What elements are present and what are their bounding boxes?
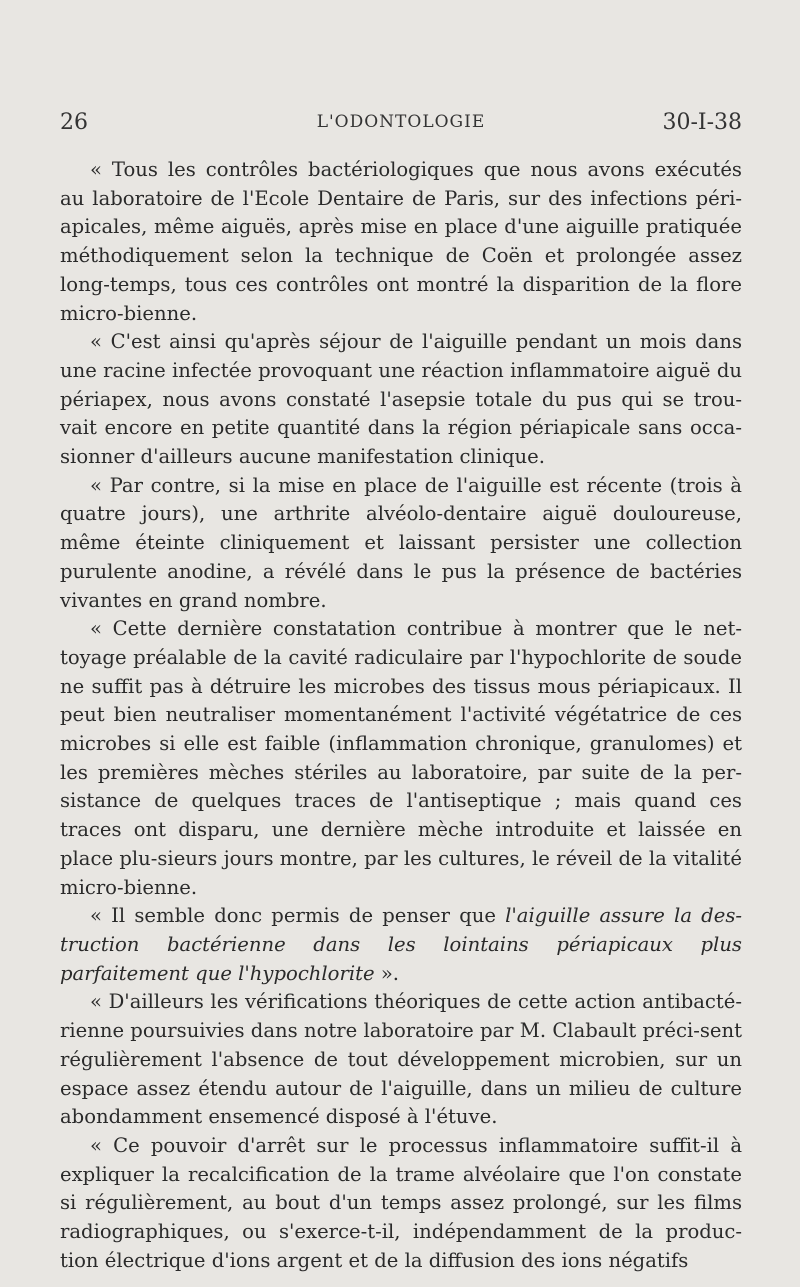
paragraph: « Tous les contrôles bactériologiques que nous avons exécutés au laboratoire de l'Ecole Dentaire de Paris, sur des infections péri-apicales, même aiguës, après mise en place d'une aiguille pratiquée méthodiquement selon la technique de Coën et prolongée assez long-temps, tous ces contrôles ont montré la disparition de la flore micro-bienne.: [60, 158, 742, 325]
paragraph: « Ce pouvoir d'arrêt sur le processus inflammatoire suffit-il à expliquer la recalcification de la trame alvéolaire que l'on constate si régulièrement, au bout d'un temps assez prolongé, sur les films radiographiques, ou s'exerce-t-il, indépendamment de la produc-tion électrique d'ions argent et de la diffusion des ions négatifs: [60, 1133, 742, 1272]
paragraph: « Cette dernière constatation contribue à montrer que le net-toyage préalable de la cavité radiculaire par l'hypochlorite de soude ne suffit pas à détruire les microbes des tissus mous périapicaux. Il peut bien neutraliser momentanément l'activité végétatrice de ces microbes si elle est faible (inflammation chronique, granulomes) et les premières mèches stériles au laboratoire, par suite de la per-sistance de quelques traces de l'antiseptique ; mais quand ces traces ont disparu, une dernière mèche introduite et laissée en place plu-sieurs jours montre, par les cultures, le réveil de la vitalité micro-bienne.: [60, 617, 742, 899]
paragraph: « D'ailleurs les vérifications théoriques de cette action antibacté-rienne poursuivies dans notre laboratoire par M. Clabault préci-sent régulièrement l'absence de tout développement microbien, sur un espace assez étendu autour de l'aiguille, dans un milieu de culture abondamment ensemencé disposé à l'étuve.: [60, 990, 742, 1129]
paragraph: « Par contre, si la mise en place de l'aiguille est récente (trois à quatre jours), une arthrite alvéolo-dentaire aiguë douloureuse, même éteinte cliniquement et laissant persister une collection purulente anodine, a révélé dans le pus la présence de bactéries vivantes en grand nombre.: [60, 473, 742, 612]
running-title: L'ODONTOLOGIE: [316, 112, 486, 132]
page-header: [60, 110, 742, 140]
paragraph: [60, 902, 742, 988]
paragraph: « C'est ainsi qu'après séjour de l'aiguille pendant un mois dans une racine infectée provoquant une réaction inflammatoire aiguë du périapex, nous avons constaté l'asepsie totale du pus qui se trou-vait encore en petite quantité dans la région périapicale sans occa-sionner d'ailleurs aucune manifestation clinique.: [60, 330, 742, 469]
paragraph-text: « Il semble donc permis de penser que: [90, 904, 506, 928]
body-text: [60, 156, 742, 1275]
italic-quote: l'aiguille assure la des-truction bactérienne dans les lointains périapicaux plus parfaitement que l'hypochlorite: [60, 904, 742, 985]
issue-date: 30-I-38: [662, 110, 742, 135]
paragraph-text: ».: [374, 961, 400, 985]
page-number: 26: [60, 110, 88, 135]
